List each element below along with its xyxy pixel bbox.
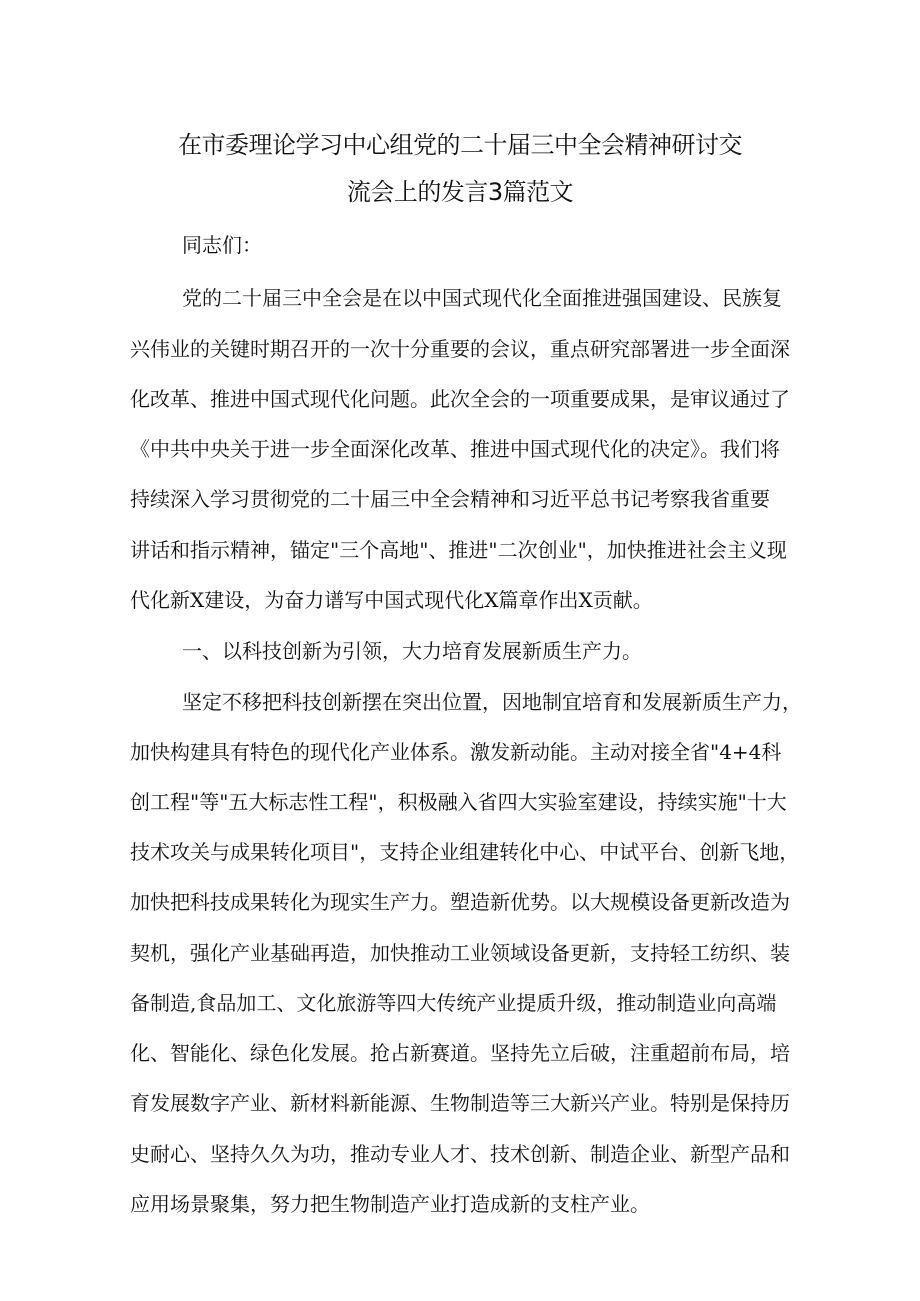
paragraph-line: 育发展数字产业、新材料新能源、生物制造等三大新兴产业。特别是保持历 [130,1091,790,1115]
paragraph-line: 加快把科技成果转化为现实生产力。塑造新优势。以大规模设备更新改造为 [130,890,790,914]
section-heading: 一、以科技创新为引领，大力培育发展新质生产力。 [182,639,642,663]
paragraph-line: 讲话和指示精神，锚定"三个高地"、推进"二次创业"，加快推进社会主义现 [130,538,787,562]
paragraph-line: 契机，强化产业基础再造，加快推动工业领域设备更新，支持轻工纺织、装 [130,941,790,965]
paragraph-line: 持续深入学习贯彻党的二十届三中全会精神和习近平总书记考察我省重要 [130,487,770,511]
paragraph-line: 备制造,食品加工、文化旅游等四大传统产业提质升级，推动制造业向高端 [130,991,777,1015]
paragraph-line: 加快构建具有特色的现代化产业体系。激发新动能。主动对接全省"4+4科 [130,740,782,764]
salutation: 同志们： [182,233,262,257]
paragraph-line: 应用场景聚集，努力把生物制造产业打造成新的支柱产业。 [130,1192,650,1216]
paragraph-line: 技术攻关与成果转化项目"，支持企业组建转化中心、中试平台、创新飞地， [130,840,800,864]
paragraph-line: 《中共中央关于进一步全面深化改革、推进中国式现代化的决定》。我们将 [130,437,780,461]
paragraph-line: 创工程"等"五大标志性工程"，积极融入省四大实验室建设，持续实施"十大 [130,790,787,814]
paragraph-line: 史耐心、坚持久久为功，推动专业人才、技术创新、制造企业、新型产品和 [130,1142,790,1166]
paragraph-line: 兴伟业的关键时期召开的一次十分重要的会议，重点研究部署进一步全面深 [130,337,790,361]
paragraph-line: 党的二十届三中全会是在以中国式现代化全面推进强国建设、民族复 [182,286,782,310]
paragraph-line: 代化新X建设，为奋力谱写中国式现代化X篇章作出X贡献。 [130,588,653,612]
document-title-line-1: 在市委理论学习中心组党的二十届三中全会精神研讨交 [178,131,742,159]
paragraph-line: 化改革、推进中国式现代化问题。此次全会的一项重要成果，是审议通过了 [130,387,790,411]
paragraph-line: 化、智能化、绿色化发展。抢占新赛道。坚持先立后破，注重超前布局，培 [130,1041,790,1065]
paragraph-line: 坚定不移把科技创新摆在突出位置，因地制宜培育和发展新质生产力， [182,690,802,714]
document-title-line-2: 流会上的发言3篇范文 [346,178,574,206]
